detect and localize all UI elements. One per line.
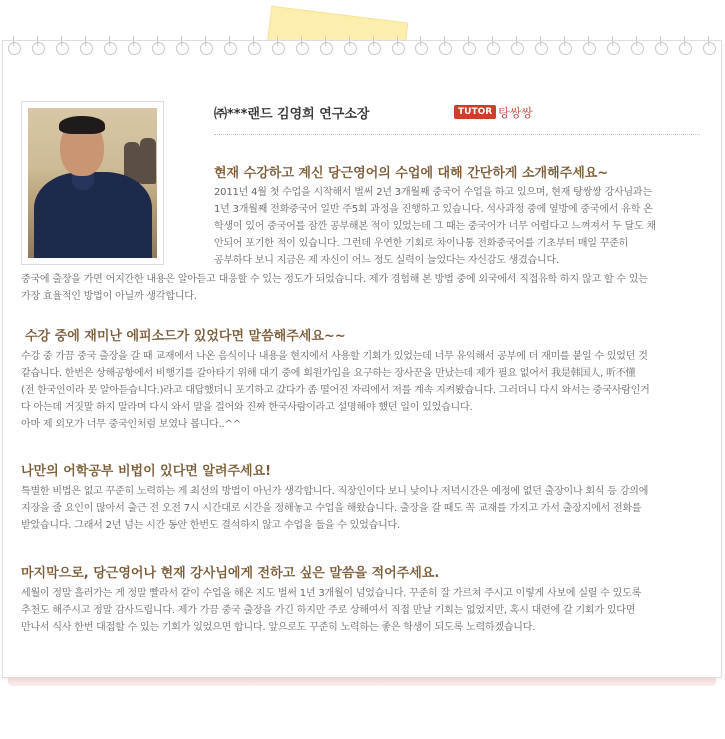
answer-paragraph: 특별한 비법은 없고 꾸준히 노력하는 게 최선의 방법이 아닌가 생각합니다. 직장인이다 보니 낮이나 저녁시간은 예정에 없던 출장이나 회식 등 강의에 지장을 줄 요인이 많아서 출근 전 오전 7시 시간대로 시간을 정해놓고 수업을 해왔습니다. 출장을 갈 때도 꼭 교재를 가지고 가서 출장지에서 전화를 받았습니다. 그래서 2년 넘는 시간 동안 한번도 결석하지 않고 수업을 들을 수 있었습니다. bbox=[21, 486, 649, 531]
profile-photo bbox=[28, 108, 157, 258]
card-shadow bbox=[8, 678, 716, 686]
answer-paragraph: 2011년 4월 첫 수업을 시작해서 벌써 2년 3개월째 중국어 수업을 하고 있으며, 현재 탕쌍쌍 강사님과는 1년 3개월째 전화중국어 일반 주5회 과정을 진행하고 있습니다. 석사과정 중에 옆방에 중국에서 유학 온 학생이 있어 중국어를 잠깐 공부해본 적이 있었는데 그 때는 중국어가 너무 어렵다고 느껴져서 두 달도 채 안되어 포기한 적이 있습니다. 그런데 우연한 기회로 차이나통 전화중국어를 기초부터 매일 꾸준히 공부하다 보니 지금은 제 자신이 어느 정도 실력이 늘었다는 자신감도 생겼습니다. bbox=[214, 187, 657, 266]
profile-photo-frame bbox=[21, 101, 164, 265]
tutor-name: 탕쌍쌍 bbox=[498, 106, 533, 120]
question-heading: 마지막으로, 당근영어나 현재 강사님에게 전하고 싶은 말씀을 적어주세요. bbox=[21, 566, 440, 581]
divider bbox=[214, 134, 700, 135]
tutor-badge: TUTOR bbox=[454, 105, 496, 119]
answer-paragraph: 수강 중 가끔 중국 출장을 갈 때 교재에서 나온 음식이나 내용을 현지에서 사용할 기회가 있었는데 너무 유익해서 공부에 더 재미를 붙일 수 있었던 것 같습니다. 한번은 상해공항에서 비행기를 갈아타기 위해 대기 중에 회원가입을 요구하는 장사꾼을 만났는데 제가 필요 없어서 我是韩国人, 听不懂 (전 한국인이라 못 알아듣습니다.)라고 대답했더니 포기하고 갔다가 좀 떨어진 자리에서 저를 계속 지켜봤습니다. 그러더니 다시 와서는 중국사람인거 다 아는데 거짓말 하지 말라며 다시 와서 말을 걸어와 진짜 한국사람이라고 설명해야 했던 일이 있었습니다. 아마 제 외모가 너무 중국인처럼 보였나 봅니다..^^ bbox=[21, 351, 650, 430]
answer-paragraph: 세월이 정말 흘러가는 게 정말 빨라서 같이 수업을 해온 지도 벌써 1년 3개월이 넘었습니다. 꾸준히 잘 가르쳐 주시고 이렇게 사보에 실릴 수 있도록 추천도 해주시고 정말 감사드립니다. 제가 가끔 중국 출장을 가긴 하지만 주로 상해여서 직접 만날 기회는 없었지만, 혹시 대련에 갈 기회가 있다면 만나서 식사 한번 대접할 수 있는 기회가 있었으면 합니다. 앞으로도 꾸준히 노력하는 좋은 학생이 되도록 노력하겠습니다. bbox=[21, 588, 642, 633]
question-heading: 나만의 어학공부 비법이 있다면 알려주세요! bbox=[21, 464, 272, 479]
spiral-binding bbox=[0, 40, 725, 60]
question-heading: 현재 수강하고 계신 당근영어의 수업에 대해 간단하게 소개해주세요~ bbox=[214, 166, 609, 181]
answer-paragraph-continued: 중국에 출장을 가면 어지간한 내용은 알아듣고 대응할 수 있는 정도가 되었습니다. 제가 경험해 본 방법 중에 외국에서 직접유학 하지 않고 할 수 있는 가장 효율적인 방법이 아닐까 생각합니다. bbox=[21, 274, 648, 302]
question-heading: 수강 중에 재미난 에피소드가 있었다면 말씀해주세요~~ bbox=[25, 329, 346, 344]
student-name: ㈜***랜드 김영희 연구소장 bbox=[214, 107, 370, 122]
